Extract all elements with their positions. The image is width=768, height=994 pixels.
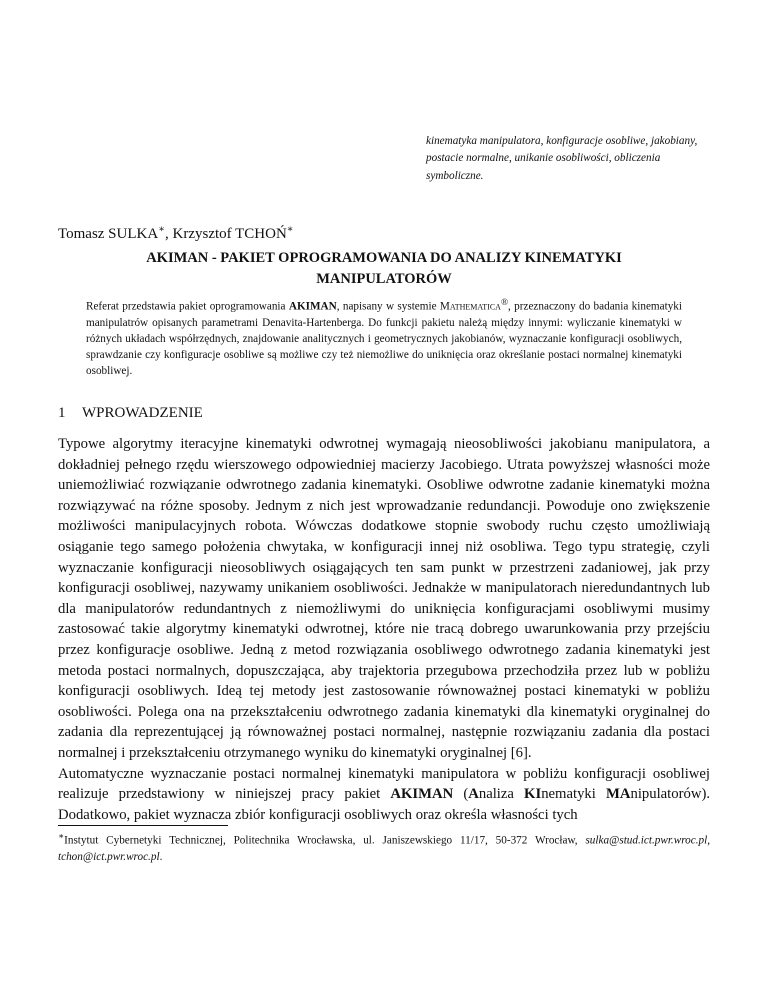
- footnote-emails: sulka@stud.ict.pwr.wroc.pl, tchon@ict.pwr.wroc.pl: [58, 834, 710, 864]
- acronym-letter: A: [468, 786, 479, 803]
- paragraph-text: nematyki: [541, 786, 606, 803]
- keywords: kinematyka manipulatora, konfiguracje osobliwe, jakobiany, postacie normalne, unikanie osobliwości, obliczenia symboliczne.: [426, 135, 698, 182]
- section-number: 1: [58, 405, 66, 421]
- title-line-1: AKIMAN - PAKIET OPROGRAMOWANIA DO ANALIZY KINEMATYKI: [146, 250, 622, 266]
- footnote-mark: ∗: [58, 831, 65, 841]
- paragraph-2: [58, 764, 710, 826]
- paragraph-text: (: [453, 786, 469, 803]
- paragraph-text: Automatyczne wyznaczanie postaci normalnej kinematyki manipulatora w pobliżu konfiguracji osobliwej realizuje przedstawiony w niniejszej pracy pakiet: [58, 765, 710, 803]
- author-1: Tomasz SULKA: [58, 226, 159, 242]
- paragraph-text: nipulatorów). Dodatkowo, pakiet wyznacza zbiór konfiguracji osobliwych oraz określa własności tych: [58, 786, 711, 823]
- authors: [58, 224, 294, 243]
- abstract-text: , napisany w systemie: [336, 300, 440, 313]
- body-text: [58, 434, 710, 825]
- paper-title: [58, 248, 710, 289]
- abstract-text: , przeznaczony do badania kinematyki manipulatrów opisanych parametrami Denavita-Hartenberga. Do funkcji pakietu należą między innymi: wyliczanie kinematyki w różnych układach współrzędnych, znajdowanie analitycznych i geometrycznych jakobianów, wyznaczanie konfiguracji osobliwych, sprawdzanie czy konfiguracje osobliwe są możliwe czy też niemożliwe do uniknięcia oraz określanie postaci normalnej kinematyki osobliwej.: [86, 300, 683, 378]
- abstract-text: Referat przedstawia pakiet oprogramowania: [86, 300, 289, 313]
- paragraph-text: naliza: [478, 786, 525, 803]
- footnote-rule: [58, 825, 228, 826]
- author-2: , Krzysztof TCHOŃ: [165, 226, 287, 242]
- section-heading: [58, 405, 203, 422]
- paragraph-1: Typowe algorytmy iteracyjne kinematyki odwrotnej wymagają nieosobliwości jakobianu manipulatora, a dokładniej pełnego rzędu wierszowego odpowiedniej macierzy Jacobiego. Utrata powyższej własności może uniemożliwiać rozwiązanie odwrotnego zadania kinematyki. Osobliwe odwrotne zadanie kinematyki można rozwiązywać na różne sposoby. Jednym z nich jest wprowadzanie redundancji. Powoduje ono zwiększenie możliwości manipulacyjnych robota. Wówczas dodatkowe stopnie swobody ruchu często umożliwiają osiąganie tego samego położenia chwytaka, w konfiguracji innej niż osobliwa. Tego typu strategię, czyli wyznaczanie konfiguracji nieosobliwych osiągających ten sam punkt w przestrzeni zadaniowej, jak przy konfiguracji osobliwej, nazywamy unikaniem osobliwości. Jednakże w manipulatorach nieredundantnych lub dla manipulatorów redundantnych z niemożliwymi do uniknięcia konfiguracjami osobliwymi musimy zastosować takie algorytmy kinematyki odwrotnej, które nie tracą dobrego uwarunkowania przy przejściu przez konfiguracje osobliwe. Jedną z metod rozwiązania osobliwego odwrotnego zadania kinematyki jest metoda postaci normalnych, dopuszczająca, aby trajektoria przegubowa przechodziła przez lub w pobliżu konfiguracji osobliwych. Ideą tej metody jest zastosowanie równoważnej postaci kinematyki w pobliżu osobliwości. Polega ona na przekształceniu odwrotnego zadania kinematyki dla kinematyki oryginalnej do zadania dla reprezentującej ją równoważnej postaci normalnej, następnie rozwiązaniu zadania dla postaci normalnej i przekształceniu otrzymanego wyniku do kinematyki oryginalnej [6].: [58, 436, 710, 761]
- footnote: [58, 828, 710, 866]
- acronym-letter: MA: [605, 786, 631, 803]
- package-name: AKIMAN: [390, 786, 454, 803]
- abstract: [86, 295, 682, 379]
- registered-mark: ®: [500, 298, 509, 308]
- author-1-footnote-mark: ∗: [158, 224, 165, 235]
- section-title: WPROWADZENIE: [82, 405, 203, 421]
- footnote-end: .: [159, 851, 163, 864]
- acronym-letter: KI: [524, 786, 542, 803]
- package-name: AKIMAN: [288, 300, 337, 313]
- footnote-affiliation: Instytut Cybernetyki Technicznej, Politechnika Wrocławska, ul. Janiszewskiego 11/17, 50-372 Wrocław,: [64, 834, 586, 847]
- title-line-2: MANIPULATORÓW: [316, 270, 452, 287]
- author-2-footnote-mark: ∗: [286, 224, 294, 235]
- system-name: Mathematica: [439, 300, 501, 313]
